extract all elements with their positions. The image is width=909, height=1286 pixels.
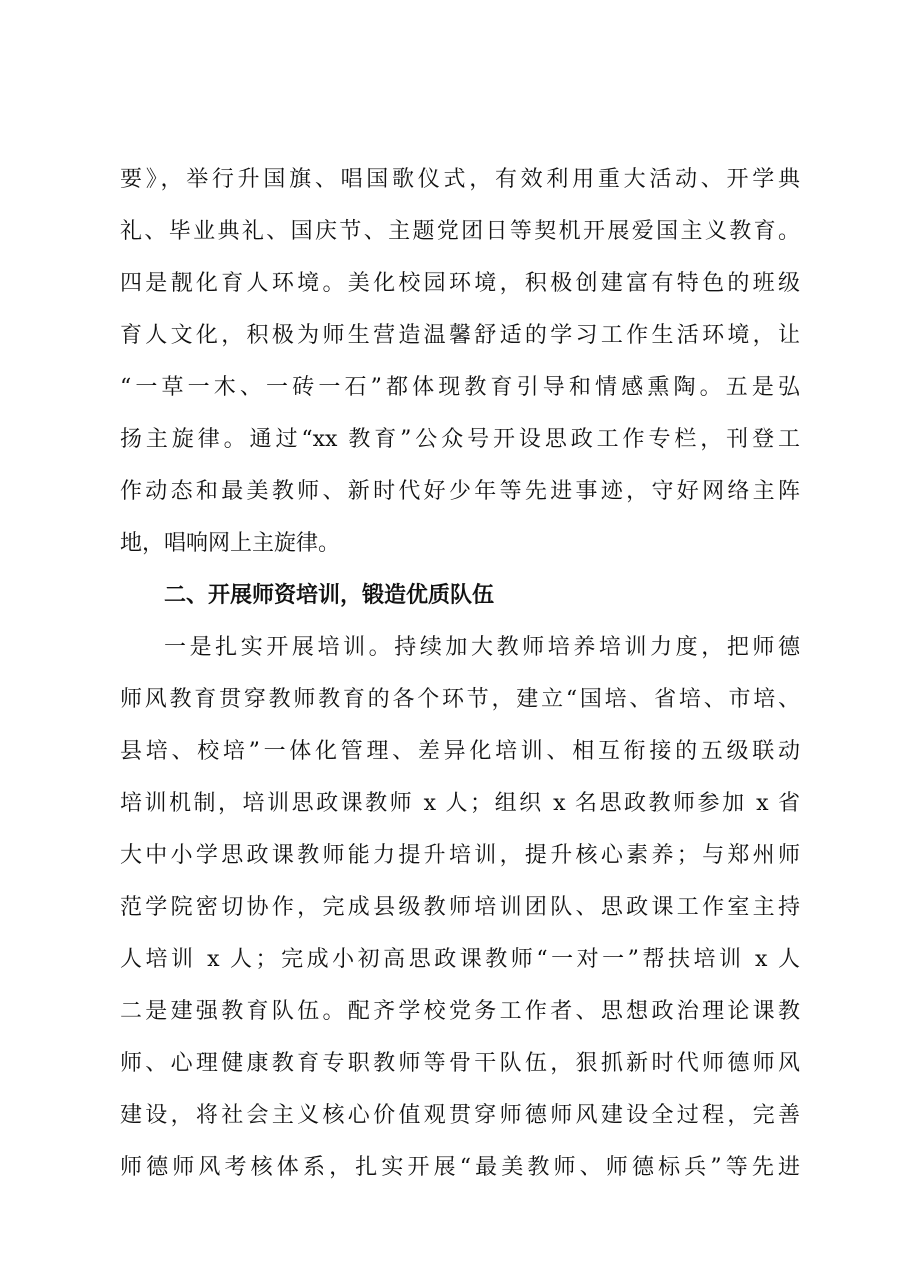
- paragraph-line: 育人文化，积极为师生营造温馨舒适的学习工作生活环境，让: [120, 323, 800, 348]
- paragraph-line: 一是扎实开展培训。持续加大教师培养培训力度，把师德: [164, 635, 800, 660]
- paragraph-line: 建设，将社会主义核心价值观贯穿师德师风建设全过程，完善: [120, 1103, 800, 1128]
- paragraph-line: 师德师风考核体系，扎实开展“最美教师、师德标兵”等先进: [120, 1155, 800, 1180]
- paragraph-line: 地，唱响网上主旋律。: [120, 531, 341, 556]
- paragraph-line: 大中小学思政课教师能力提升培训，提升核心素养；与郑州师: [120, 843, 800, 868]
- paragraph-line: 四是靓化育人环境。美化校园环境，积极创建富有特色的班级: [120, 271, 800, 296]
- paragraph-line: 师风教育贯穿教师教育的各个环节，建立“国培、省培、市培、: [120, 687, 800, 712]
- paragraph-line: 扬主旋律。通过“xx 教育”公众号开设思政工作专栏，刊登工: [120, 427, 800, 452]
- paragraph-line: “一草一木、一砖一石”都体现教育引导和情感熏陶。五是弘: [120, 375, 800, 400]
- paragraph-line: 二是建强教育队伍。配齐学校党务工作者、思想政治理论课教: [120, 999, 800, 1024]
- paragraph-line: 要》，举行升国旗、唱国歌仪式，有效利用重大活动、开学典: [120, 167, 800, 192]
- paragraph-line: 礼、毕业典礼、国庆节、主题党团日等契机开展爱国主义教育。: [120, 219, 800, 244]
- paragraph-line: 培训机制，培训思政课教师 x 人；组织 x 名思政教师参加 x 省: [120, 791, 800, 816]
- paragraph-line: 人培训 x 人；完成小初高思政课教师“一对一”帮扶培训 x 人: [120, 947, 800, 972]
- paragraph-line: 作动态和最美教师、新时代好少年等先进事迹，守好网络主阵: [120, 479, 800, 504]
- paragraph-line: 范学院密切协作，完成县级教师培训团队、思政课工作室主持: [120, 895, 800, 920]
- section-heading: 二、开展师资培训，锻造优质队伍: [164, 583, 495, 608]
- paragraph-line: 师、心理健康教育专职教师等骨干队伍，狠抓新时代师德师风: [120, 1051, 800, 1076]
- paragraph-line: 县培、校培”一体化管理、差异化培训、相互衔接的五级联动: [120, 739, 800, 764]
